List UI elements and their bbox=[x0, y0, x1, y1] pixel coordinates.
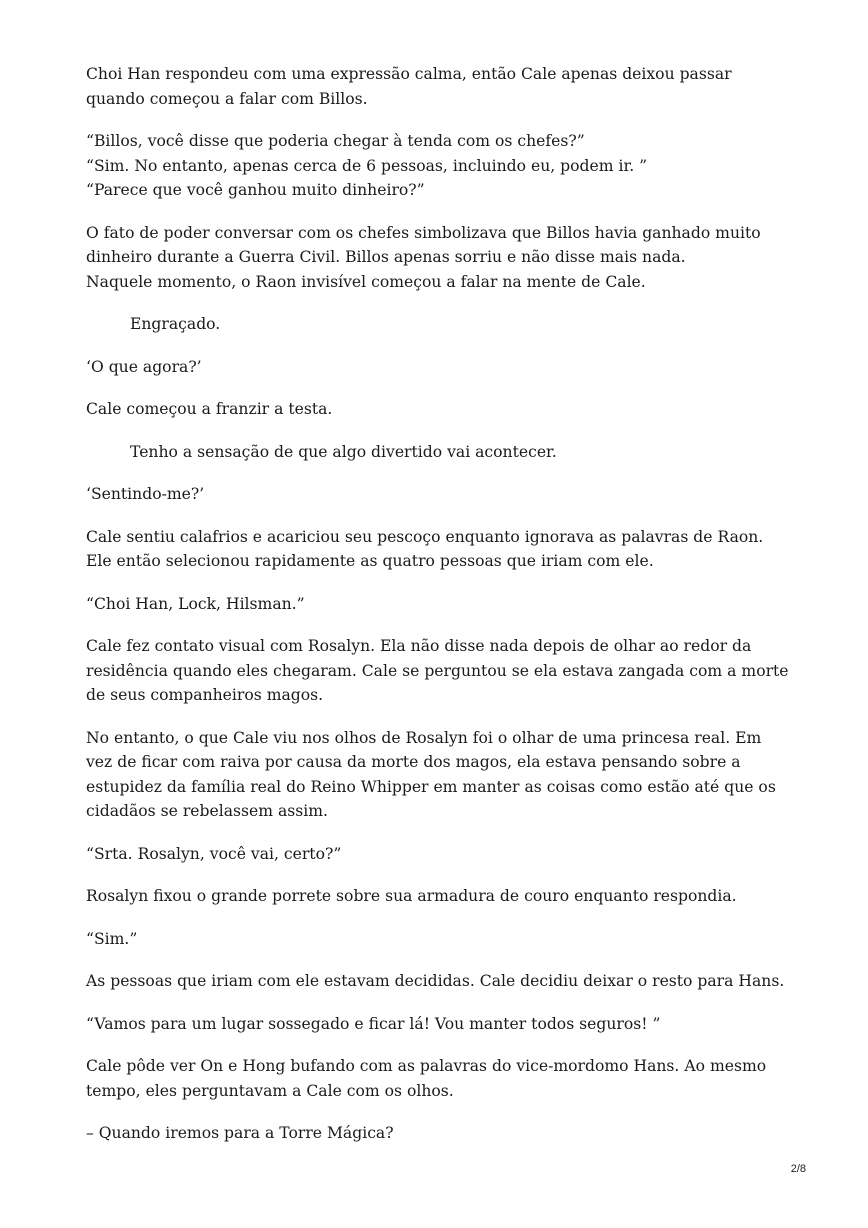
text-line: “Srta. Rosalyn, você vai, certo?” bbox=[86, 844, 342, 863]
text-line: O fato de poder conversar com os chefes simbolizava que Billos havia ganhado muito bbox=[86, 223, 761, 242]
text-line: cidadãos se rebelassem assim. bbox=[86, 802, 329, 820]
paragraph bbox=[86, 1054, 786, 1103]
text-line: “Parece que você ganhou muito dinheiro?” bbox=[86, 181, 425, 199]
text-line: ‘Sentindo-me?’ bbox=[86, 485, 205, 503]
text-line: Cale sentiu calafrios e acariciou seu pescoço enquanto ignorava as palavras de Raon. bbox=[86, 527, 764, 546]
paragraph bbox=[86, 397, 786, 422]
paragraph bbox=[86, 842, 786, 867]
text-line: Choi Han respondeu com uma expressão calma, então Cale apenas deixou passar bbox=[86, 65, 732, 83]
text-line: residência quando eles chegaram. Cale se perguntou se ela estava zangada com a morte bbox=[86, 661, 789, 680]
paragraph bbox=[86, 129, 786, 203]
paragraph bbox=[86, 884, 786, 909]
paragraph bbox=[86, 969, 786, 994]
paragraph bbox=[86, 1121, 786, 1146]
text-line: Cale começou a franzir a testa. bbox=[86, 400, 333, 418]
text-line: vez de ficar com raiva por causa da morte dos magos, ela estava pensando sobre a bbox=[86, 753, 741, 771]
paragraph bbox=[86, 62, 786, 111]
paragraph bbox=[86, 482, 786, 507]
text-line: Cale pôde ver On e Hong bufando com as palavras do vice-mordomo Hans. Ao mesmo bbox=[86, 1057, 767, 1075]
text-line: “Billos, você disse que poderia chegar à tenda com os chefes?” bbox=[86, 132, 585, 150]
text-line: No entanto, o que Cale viu nos olhos de Rosalyn foi o olhar de uma princesa real. Em bbox=[86, 728, 762, 747]
paragraph bbox=[86, 1012, 786, 1037]
text-line: Rosalyn fixou o grande porrete sobre sua armadura de couro enquanto respondia. bbox=[86, 887, 737, 905]
text-line: “Sim.” bbox=[86, 929, 138, 948]
text-line: quando começou a falar com Billos. bbox=[86, 89, 368, 108]
text-line: Engraçado. bbox=[130, 315, 221, 333]
paragraph bbox=[86, 726, 786, 824]
text-line: “Choi Han, Lock, Hilsman.” bbox=[86, 594, 305, 613]
paragraph bbox=[86, 440, 786, 465]
text-line: As pessoas que iriam com ele estavam decididas. Cale decidiu deixar o resto para Hans. bbox=[86, 972, 785, 990]
paragraph bbox=[86, 312, 786, 337]
page-number: 2/8 bbox=[790, 1163, 806, 1175]
paragraph bbox=[86, 927, 786, 952]
paragraph bbox=[86, 221, 786, 295]
text-line: “Vamos para um lugar sossegado e ficar lá! Vou manter todos seguros! ” bbox=[86, 1014, 661, 1033]
text-line: Tenho a sensação de que algo divertido vai acontecer. bbox=[130, 442, 557, 461]
paragraph bbox=[86, 525, 786, 574]
text-line: ‘O que agora?’ bbox=[86, 357, 202, 376]
paragraph bbox=[86, 634, 789, 708]
text-line: Cale fez contato visual com Rosalyn. Ela não disse nada depois de olhar ao redor da bbox=[86, 637, 752, 655]
text-line: estupidez da família real do Reino Whipper em manter as coisas como estão até que os bbox=[86, 777, 776, 796]
text-line: Naquele momento, o Raon invisível começou a falar na mente de Cale. bbox=[86, 272, 646, 291]
text-line: tempo, eles perguntavam a Cale com os olhos. bbox=[86, 1081, 454, 1100]
text-line: de seus companheiros magos. bbox=[86, 686, 324, 704]
document-body bbox=[86, 62, 789, 1164]
text-line: – Quando iremos para a Torre Mágica? bbox=[86, 1124, 394, 1142]
text-line: “Sim. No entanto, apenas cerca de 6 pessoas, incluindo eu, podem ir. ” bbox=[86, 156, 648, 175]
paragraph bbox=[86, 592, 786, 617]
text-line: dinheiro durante a Guerra Civil. Billos apenas sorriu e não disse mais nada. bbox=[86, 248, 686, 266]
text-line: Ele então selecionou rapidamente as quatro pessoas que iriam com ele. bbox=[86, 552, 654, 570]
paragraph bbox=[86, 355, 786, 380]
